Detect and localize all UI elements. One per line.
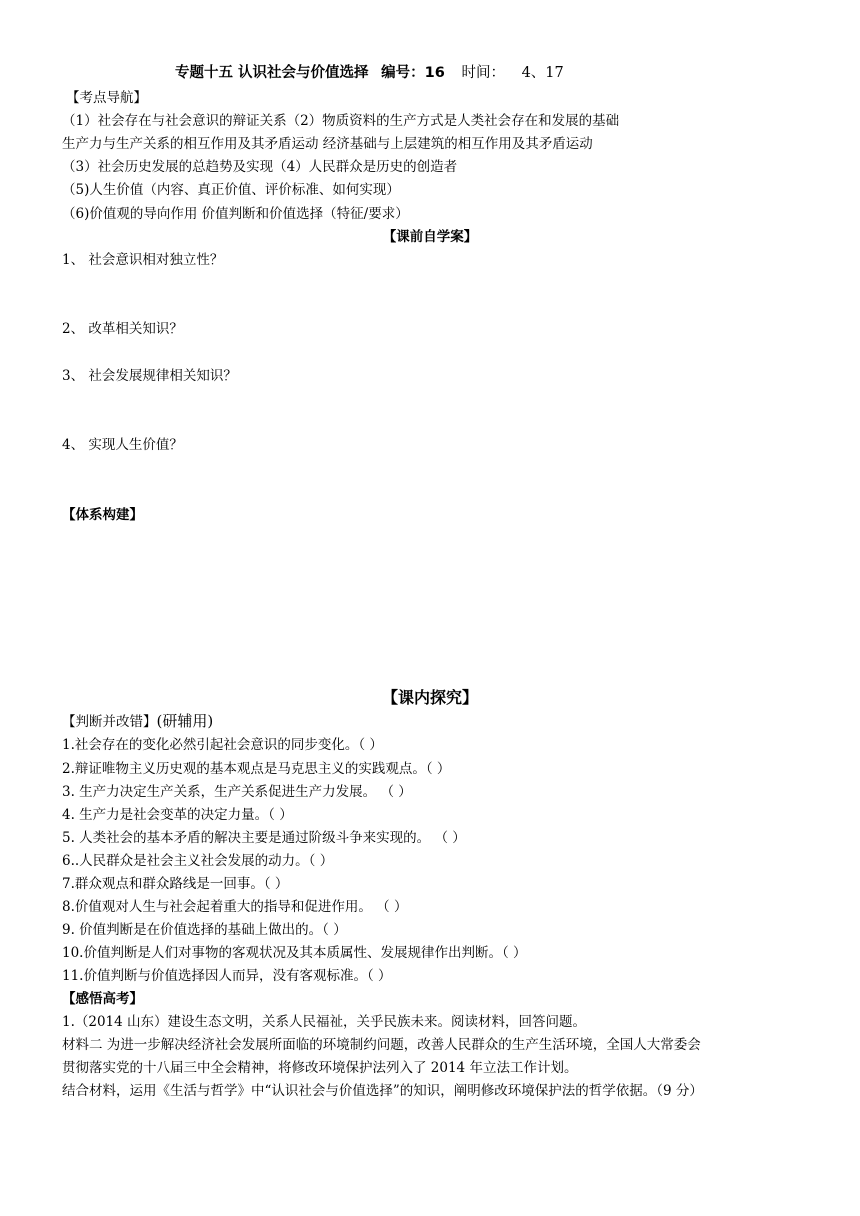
date-value: 4、17 bbox=[521, 65, 564, 81]
time-label: 时间： bbox=[461, 65, 505, 81]
judge-item-7: 7.群众观点和群众路线是一回事。（ ） bbox=[62, 876, 289, 892]
judge-item-11: 11.价值判断与价值选择因人而异，没有客观标准。（ ） bbox=[62, 968, 392, 984]
kaodian-line-3: （3）社会历史发展的总趋势及实现（4）人民群众是历史的创造者 bbox=[62, 159, 458, 175]
judge-item-9: 9. 价值判断是在价值选择的基础上做出的。（ ） bbox=[62, 922, 347, 938]
page-title: 专题十五 认识社会与价值选择 bbox=[175, 65, 369, 81]
judge-item-5: 5. 人类社会的基本矛盾的解决主要是通过阶级斗争来实现的。 （ ） bbox=[62, 830, 466, 846]
kaodian-line-1: （1）社会存在与社会意识的辩证关系（2）物质资料的生产方式是人类社会存在和发展的基础 bbox=[62, 113, 620, 129]
judge-item-10: 10.价值判断是人们对事物的客观状况及其本质属性、发展规律作出判断。（ ） bbox=[62, 945, 527, 961]
judge-note: (研辅用) bbox=[156, 712, 214, 730]
kqzx-heading: 【课前自学案】 bbox=[382, 229, 478, 245]
knts-heading: 【课内探究】 bbox=[381, 688, 478, 707]
kaodian-line-4: （5)人生价值（内容、真正价值、评价标准、如何实现） bbox=[62, 182, 400, 198]
gaokao-heading: 【感悟高考】 bbox=[62, 991, 143, 1007]
kaodian-line-2: 生产力与生产关系的相互作用及其矛盾运动 经济基础与上层建筑的相互作用及其矛盾运动 bbox=[62, 136, 593, 152]
judge-item-1: 1.社会存在的变化必然引起社会意识的同步变化。（ ） bbox=[62, 737, 383, 753]
kqzx-question-4: 4、 实现人生价值？ bbox=[62, 437, 183, 453]
gaokao-line-3: 贯彻落实党的十八届三中全会精神，将修改环境保护法列入了 2014 年立法工作计划。 bbox=[62, 1060, 578, 1076]
judge-heading-row bbox=[62, 711, 213, 732]
judge-item-2: 2.辩证唯物主义历史观的基本观点是马克思主义的实践观点。（ ） bbox=[62, 761, 451, 777]
judge-item-3: 3. 生产力决定生产关系，生产关系促进生产力发展。 （ ） bbox=[62, 784, 412, 800]
gaokao-line-4: 结合材料，运用《生活与哲学》中“认识社会与价值选择”的知识，阐明修改环境保护法的哲学依据。（9 分） bbox=[62, 1083, 703, 1099]
kqzx-question-2: 2、 改革相关知识？ bbox=[62, 321, 183, 337]
number-label: 编号：16 bbox=[381, 65, 445, 81]
page-header bbox=[175, 63, 564, 83]
judge-item-8: 8.价值观对人生与社会起着重大的指导和促进作用。 （ ） bbox=[62, 899, 408, 915]
kqzx-question-3: 3、 社会发展规律相关知识？ bbox=[62, 368, 237, 384]
kqzx-question-1: 1、 社会意识相对独立性？ bbox=[62, 252, 224, 268]
kaodian-line-5: （6)价值观的导向作用 价值判断和价值选择（特征/要求） bbox=[62, 206, 409, 222]
gaokao-line-1: 1.（2014 山东）建设生态文明，关系人民福祉，关乎民族未来。阅读材料，回答问题。 bbox=[62, 1014, 587, 1030]
judge-item-4: 4. 生产力是社会变革的决定力量。（ ） bbox=[62, 807, 293, 823]
gaokao-line-2: 材料二 为进一步解决经济社会发展所面临的环境制约问题，改善人民群众的生产生活环境，全国人大常委会 bbox=[62, 1037, 701, 1053]
tixi-heading: 【体系构建】 bbox=[62, 507, 143, 523]
judge-item-6: 6..人民群众是社会主义社会发展的动力。（ ） bbox=[62, 853, 334, 869]
judge-heading: 【判断并改错】 bbox=[62, 714, 157, 730]
kaodian-heading: 【考点导航】 bbox=[66, 90, 147, 106]
